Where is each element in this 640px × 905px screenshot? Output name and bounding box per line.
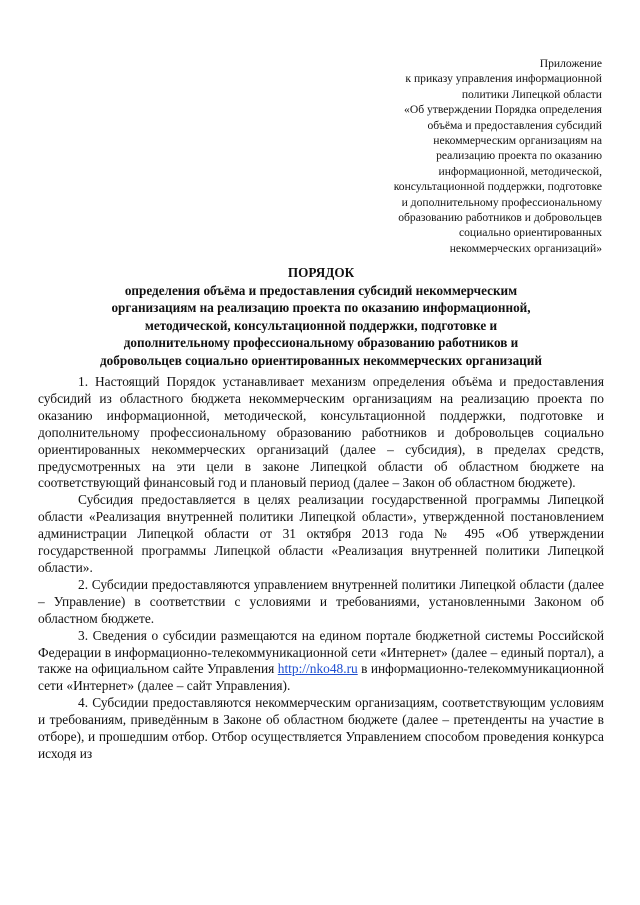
appendix-line: объёма и предоставления субсидий (427, 118, 602, 132)
appendix-line: к приказу управления информационной (405, 72, 602, 86)
appendix-line: Приложение (539, 57, 602, 70)
paragraph-2-text: Субсидия предоставляется в целях реализации государственной программы Липецкой области «Реализация внутренней политики Липецкой области», утвержденной постановлением администрации Липецкой области от 31 октября 2013 года № 495 «Об утверждении государственной программы Липецкой области «Реализация внутренней политики Липецкой области». (38, 492, 604, 575)
title-line: определения объёма и предоставления субсидий некоммерческим (124, 282, 518, 298)
appendix-line: некоммерческим организациям на (433, 134, 602, 148)
appendix-line: информационной, методической, (438, 164, 602, 178)
appendix-line: реализацию проекта по оказанию (436, 149, 602, 163)
paragraph-3-text: 2. Субсидии предоставляются управлением внутренней политики Липецкой области (далее – Управление) в соответствии с условиями и требованиями, установленными Законом об областном бюджете. (38, 576, 604, 626)
title-main: ПОРЯДОК (287, 265, 355, 280)
paragraph-4-text-before: 3. Сведения о субсидии размещаются на едином портале бюджетной системы Российской Федерации в информационно-телекоммуникационной сети «Интернет» (далее – единый портал), а также на официальном сайте Управления (38, 627, 604, 677)
title-line: организациям на реализацию проекта по оказанию информационной, (111, 300, 531, 316)
appendix-line: политики Липецкой области (461, 87, 602, 101)
paragraph-1-text: 1. Настоящий Порядок устанавливает механизм определения объёма и предоставления субсидий из областного бюджета некоммерческим организациям на реализацию проекта по оказанию информационной, методической, консультационной поддержки, подготовке и дополнительному профессиональному образованию работников и добровольцев социально ориентированных некоммерческих организаций (далее – субсидия), в пределах средств, предусмотренных на эти цели в законе Липецкой области об областном бюджете на соответствующий финансовый год и плановый период (далее – Закон об областном бюджете). (38, 374, 604, 491)
paragraph-5 (38, 695, 604, 763)
appendix-line: образованию работников и добровольцев (398, 211, 602, 225)
appendix-line: «Об утверждении Порядка определения (404, 103, 602, 117)
paragraph-3 (38, 577, 604, 628)
appendix-line: социально ориентированных (458, 226, 602, 240)
title-line: добровольцев социально ориентированных некоммерческих организаций (100, 352, 542, 368)
title-line: дополнительному профессиональному образованию работников и (123, 335, 519, 351)
paragraph-4 (38, 628, 604, 696)
appendix-line: некоммерческих организаций» (449, 241, 602, 255)
document-body (38, 374, 604, 763)
appendix-block (342, 56, 602, 256)
appendix-line: и дополнительному профессиональному (401, 195, 602, 209)
appendix-line: консультационной поддержки, подготовке (393, 180, 602, 194)
website-link[interactable]: http://nko48.ru (277, 661, 358, 677)
paragraph-5-text: 4. Субсидии предоставляются некоммерческим организациям, соответствующим условиям и требованиям, приведённым в Законе об областном бюджете (далее – претенденты на участие в отборе), и прошедшим отбор. Отбор осуществляется Управлением способом проведения конкурса исходя из (38, 695, 604, 761)
paragraph-2 (38, 492, 604, 577)
title-line: методической, консультационной поддержки, подготовке и (144, 317, 498, 333)
document-title (38, 264, 604, 370)
paragraph-1 (38, 374, 604, 492)
paragraph-4-text-after: в информационно-телекоммуникационной сети «Интернет» (далее – сайт Управления). (38, 661, 605, 694)
